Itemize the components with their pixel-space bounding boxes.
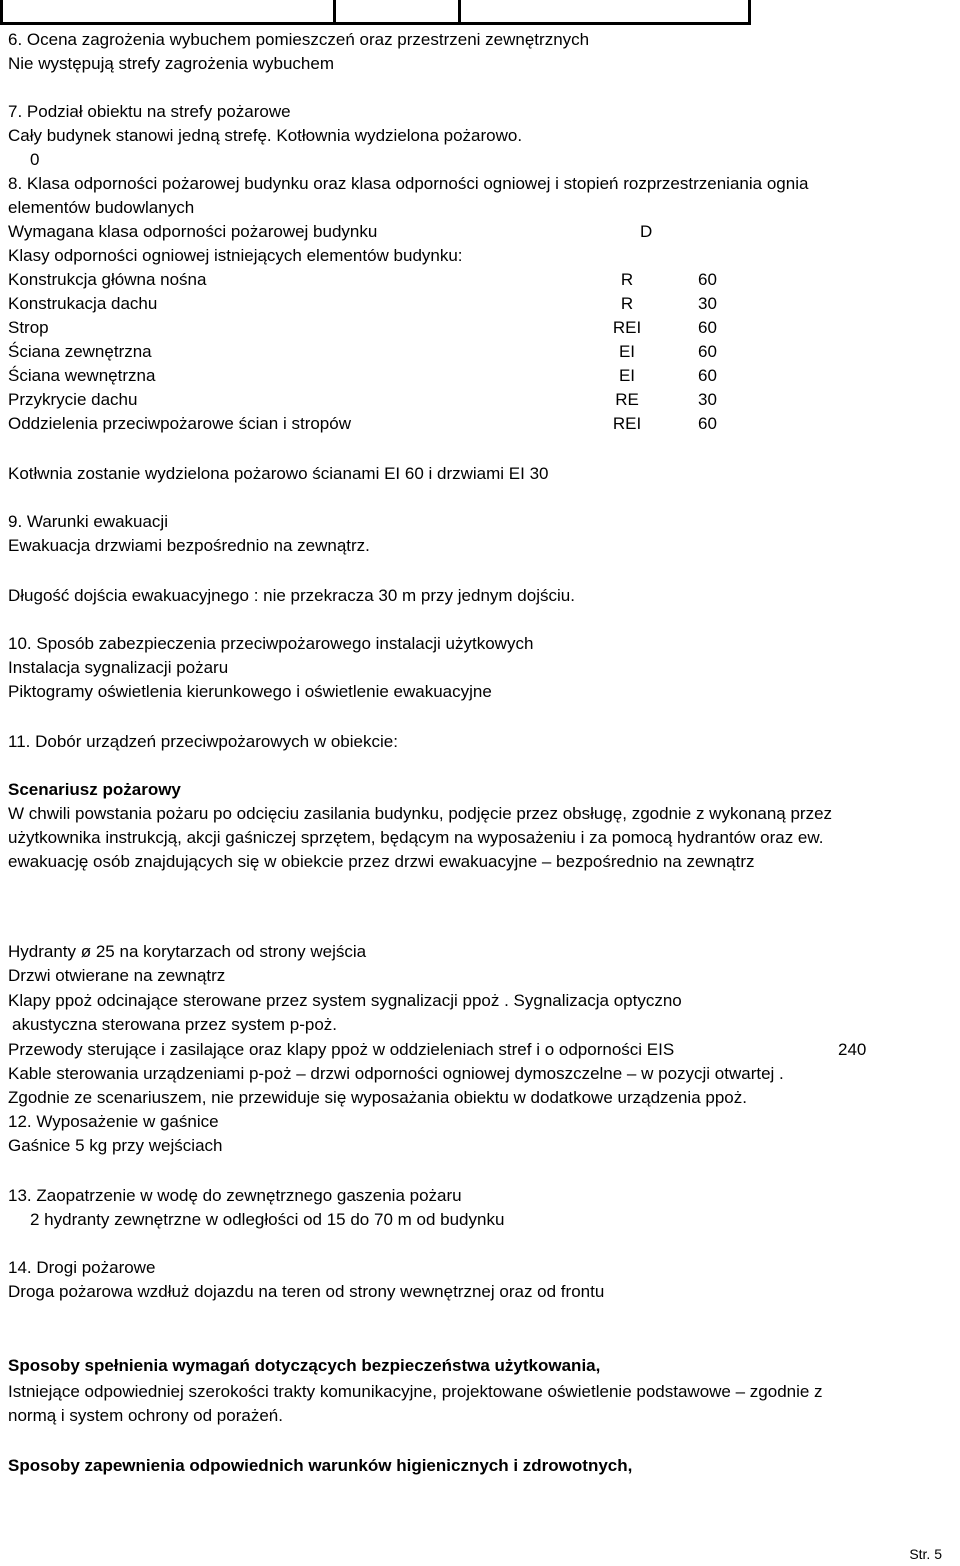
scenario-note: Zgodnie ze scenariuszem, nie przewiduje się wyposażania obiektu w dodatkowe urządzenia ppoż.: [8, 1088, 747, 1107]
scenario-line-2: użytkownika instrukcją, akcji gaśniczej sprzętem, będącym na wyposażeniu i za pomocą hydrantów oraz ew.: [8, 828, 824, 847]
element-value: 30: [698, 390, 717, 409]
scenario-line-1: W chwili powstania pożaru po odcięciu zasilania budynku, podjęcie przez obsługę, zgodnie z wykonaną przez: [8, 804, 833, 823]
required-class-label: Wymagana klasa odporności pożarowej budynku: [8, 222, 378, 241]
element-name: Konstrukcja główna nośna: [8, 270, 207, 289]
element-name: Ściana wewnętrzna: [8, 366, 156, 385]
element-name: Konstrukacja dachu: [8, 294, 158, 313]
section-6-heading: 6. Ocena zagrożenia wybuchem pomieszczeń oraz przestrzeni zewnętrznych: [8, 30, 590, 49]
safety-heading: Sposoby spełnienia wymagań dotyczących bezpieczeństwa użytkowania,: [8, 1356, 601, 1375]
section-7-zero: 0: [30, 150, 40, 169]
table-cell-divider: [458, 0, 461, 24]
section-12-heading: 12. Wyposażenie w gaśnice: [8, 1112, 219, 1131]
element-name: Strop: [8, 318, 49, 337]
wiring-value: 240: [838, 1040, 867, 1059]
section-14-text: Droga pożarowa wzdłuż dojazdu na teren od strony wewnętrznej oraz od frontu: [8, 1282, 605, 1301]
wiring-line: Przewody sterujące i zasilające oraz klapy ppoż w oddzieleniach stref i o odporności EIS: [8, 1040, 675, 1059]
section-8-heading-cont: elementów budowlanych: [8, 198, 195, 217]
section-7-text: Cały budynek stanowi jedną strefę. Kotłownia wydzielona pożarowo.: [8, 126, 523, 145]
element-class: RE: [615, 390, 639, 409]
section-14-heading: 14. Drogi pożarowe: [8, 1258, 156, 1277]
section-6-text: Nie występują strefy zagrożenia wybuchem: [8, 54, 334, 73]
required-class-value: D: [640, 222, 653, 241]
table-bottom-border: [0, 22, 751, 25]
section-10-heading: 10. Sposób zabezpieczenia przeciwpożarowego instalacji użytkowych: [8, 634, 534, 653]
hydrants-line: Hydranty ø 25 na korytarzach od strony wejścia: [8, 942, 367, 961]
element-value: 60: [698, 366, 717, 385]
table-cell-divider: [333, 0, 336, 24]
element-name: Oddzielenia przeciwpożarowe ścian i stropów: [8, 414, 351, 433]
section-10-line-2: Piktogramy oświetlenia kierunkowego i oświetlenie ewakuacyjne: [8, 682, 492, 701]
element-value: 60: [698, 414, 717, 433]
element-name: Ściana zewnętrzna: [8, 342, 152, 361]
safety-line-1: Istniejące odpowiedniej szerokości trakty komunikacyjne, projektowane oświetlenie podstawowe – zgodnie z: [8, 1382, 823, 1401]
section-7-heading: 7. Podział obiektu na strefy pożarowe: [8, 102, 291, 121]
element-class: R: [620, 294, 634, 313]
section-9-text: Ewakuacja drzwiami bezpośrednio na zewnątrz.: [8, 536, 370, 555]
section-13-text: 2 hydranty zewnętrzne w odległości od 15 do 70 m od budynku: [30, 1210, 505, 1229]
evacuation-distance: Długość dojścia ewakuacyjnego : nie przekracza 30 m przy jednym dojściu.: [8, 586, 575, 605]
scenario-line-3: ewakuację osób znajdujących się w obiekcie przez drzwi ewakuacyjne – bezpośrednio na zewnątrz: [8, 852, 755, 871]
page-number: Str. 5: [909, 1546, 942, 1562]
dampers-line-2: akustyczna sterowana przez system p-poż.: [12, 1015, 338, 1034]
element-value: 60: [698, 318, 717, 337]
element-class: REI: [612, 318, 642, 337]
section-12-text: Gaśnice 5 kg przy wejściach: [8, 1136, 223, 1155]
element-value: 30: [698, 294, 717, 313]
element-class: EI: [618, 342, 636, 361]
table-cell-divider: [748, 0, 751, 24]
section-8-heading: 8. Klasa odporności pożarowej budynku oraz klasa odporności ogniowej i stopień rozprzestrzeniania ognia: [8, 174, 809, 193]
table-cell-divider: [0, 0, 3, 24]
dampers-line-1: Klapy ppoż odcinające sterowane przez system sygnalizacji ppoż . Sygnalizacja optyczno: [8, 991, 682, 1010]
cables-line: Kable sterowania urządzeniami p-poż – drzwi odporności ogniowej dymoszczelne – w pozycji otwartej .: [8, 1064, 784, 1083]
element-class: R: [620, 270, 634, 289]
element-value: 60: [698, 270, 717, 289]
section-13-heading: 13. Zaopatrzenie w wodę do zewnętrznego gaszenia pożaru: [8, 1186, 462, 1205]
element-value: 60: [698, 342, 717, 361]
element-class: REI: [612, 414, 642, 433]
element-name: Przykrycie dachu: [8, 390, 138, 409]
doors-line: Drzwi otwierane na zewnątrz: [8, 966, 226, 985]
hygiene-heading: Sposoby zapewnienia odpowiednich warunków higienicznych i zdrowotnych,: [8, 1456, 633, 1475]
section-11-heading: 11. Dobór urządzeń przeciwpożarowych w obiekcie:: [8, 732, 398, 751]
safety-line-2: normą i system ochrony od porażeń.: [8, 1406, 283, 1425]
boiler-room-note: Kotłwnia zostanie wydzielona pożarowo ścianami EI 60 i drzwiami EI 30: [8, 464, 549, 483]
element-classes-label: Klasy odporności ogniowej istniejących elementów budynku:: [8, 246, 463, 265]
scenario-title: Scenariusz pożarowy: [8, 780, 181, 799]
section-10-line-1: Instalacja sygnalizacji pożaru: [8, 658, 229, 677]
element-class: EI: [618, 366, 636, 385]
section-9-heading: 9. Warunki ewakuacji: [8, 512, 168, 531]
table-border-remnant: [0, 0, 751, 23]
